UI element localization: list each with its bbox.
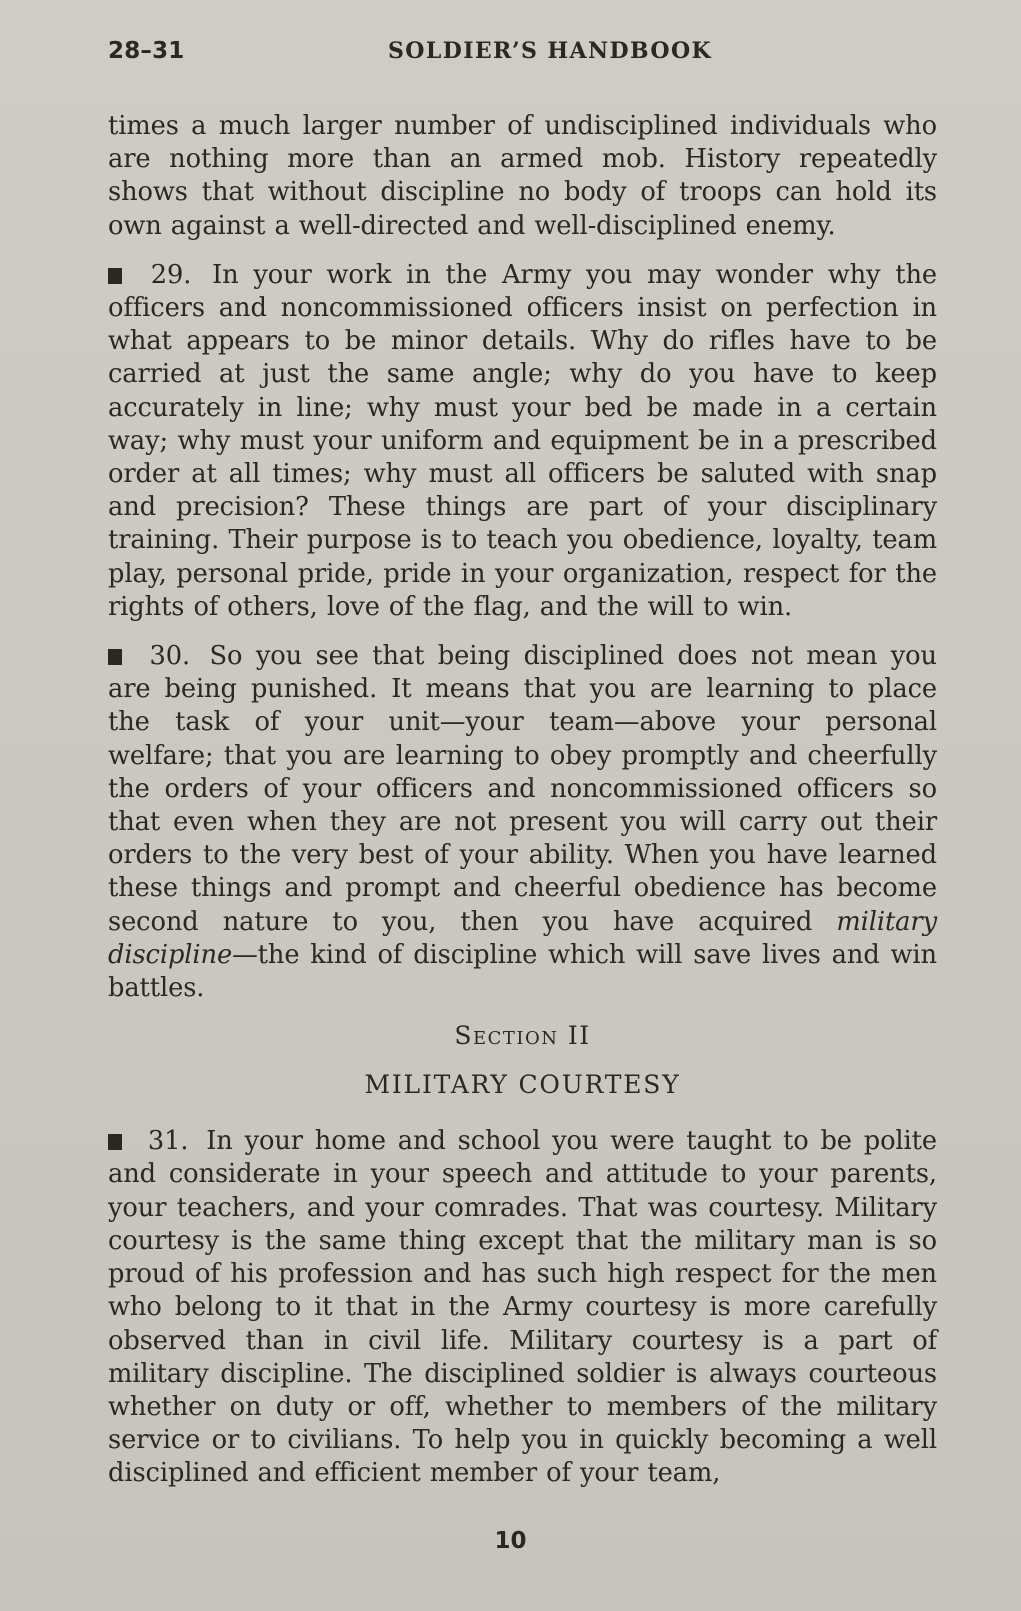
- paragraph-30-italic-term: military discipline: [108, 906, 937, 970]
- section-label: Section II: [454, 1021, 591, 1051]
- paragraph-28-continuation: [108, 110, 937, 243]
- paragraph-29-number: 29.: [150, 259, 192, 290]
- paragraph-29: [108, 259, 937, 624]
- paragraph-marker-icon: [108, 268, 122, 284]
- paragraph-marker-icon: [108, 649, 122, 665]
- paragraph-31: [108, 1125, 937, 1490]
- paragraph-range: 28–31: [108, 38, 185, 64]
- paragraph-31-number: 31.: [147, 1126, 189, 1157]
- page-number: 10: [494, 1528, 527, 1554]
- paragraph-30-text-start: So you see that being disciplined does not mean you are being punished. It means that you are learning to place the task of your unit—your team—above your personal welfare; that you are learning to obey promptly and cheerfully the orders of your officers and noncommissioned officers so that even when they are not present you will carry out their orders to the very best of your ability. When you have learned these things and prompt and cheerful obedience has become second nature to you, then you have acquired: [108, 641, 937, 937]
- paragraph-29-text: In your work in the Army you may wonder why the officers and noncommissioned officers insist on perfection in what appears to be minor details. Why do rifles have to be carried at just the same angle; why do you have to keep accurately in line; why must your bed be made in a certain way; why must your uniform and equipment be in a prescribed order at all times; why must all officers be saluted with snap and precision? These things are part of your disciplinary training. Their purpose is to teach you obedience, loyalty, team play, personal pride, pride in your organization, respect for the rights of others, love of the flag, and the will to win.: [108, 259, 937, 622]
- section-title: MILITARY COURTESY: [364, 1070, 681, 1100]
- paragraph-30-text-end: —the kind of discipline which will save lives and win battles.: [108, 939, 937, 1004]
- page-header: [108, 38, 937, 78]
- paragraph-30: [108, 640, 937, 1005]
- paragraph-marker-icon: [108, 1134, 122, 1150]
- running-head: SOLDIER’S HANDBOOK: [388, 38, 713, 64]
- paragraph-31-text: In your home and school you were taught to be polite and considerate in your speech and attitude to your parents, your teachers, and your comrades. That was courtesy. Military courtesy is the same thing except that the military man is so proud of his profession and has such high respect for the men who belong to it that in the Army courtesy is more carefully observed than in civil life. Military courtesy is a part of military discipline. The disciplined soldier is always courteous whether on duty or off, whether to members of the military service or to civilians. To help you in quickly becoming a well disciplined and efficient member of your team,: [108, 1126, 937, 1489]
- paragraph-30-number: 30.: [149, 641, 191, 672]
- paragraph-28-text: times a much larger number of undisciplined individuals who are nothing more than an armed mob. History repeatedly shows that without discipline no body of troops can hold its own against a well-directed and well-disciplined enemy.: [108, 111, 937, 241]
